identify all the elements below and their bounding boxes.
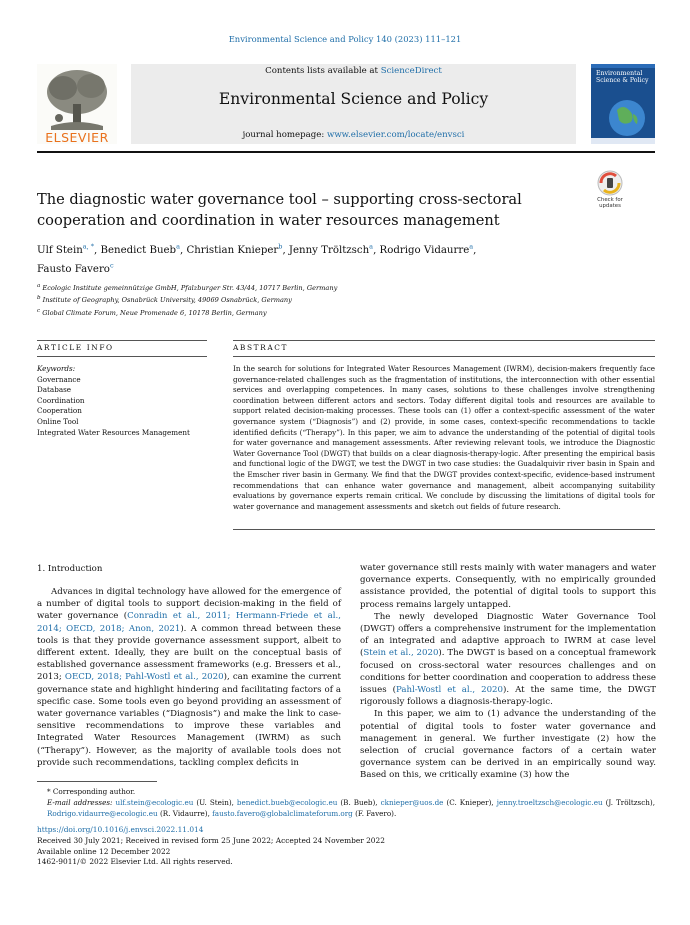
keyword-item: Cooperation: [37, 406, 82, 416]
keyword-item: Integrated Water Resources Management: [37, 427, 190, 437]
email-link[interactable]: jenny.troeltzsch@ecologic.eu: [496, 798, 603, 807]
paragraph: In this paper, we aim to (1) advance the understanding of the potential of digital tools to foster water governance and management in general. We further investigate (2) how the selection of crucial governance factors of a certain water governance system can be derived in an empirically sound way. Based on this, we critically examine (3) how the: [360, 709, 656, 781]
cover-title: Environmental Science & Policy: [596, 70, 649, 84]
abstract-text: In the search for solutions for Integrated Water Resources Management (IWRM), decision-makers frequently face governance-related challenges such as the fragmentation of institutions, the interconnection with other essential services and overlapping competences. In many cases, solutions to these challenges involve strengthening coordination between different actors and sectors. Today different digital tools and resources are available to support related decision-making processes. These tools can (1) offer a context-specific assessment of the water governance system (“Diagnosis”) and (2) provide, in some cases, context-specific recommendations to tackle identified deficits (“Therapy”). In this paper, we aim to advance the understanding of the potential of digital tools for water governance and management assessments. After reviewing relevant tools, we introduce the Diagnostic Water Governance Tool (DWGT) that builds on a clear diagnosis-therapy-logic. After presenting the empirical basis and functional logic of the DWGT, we test the DWGT in two case studies: the Guadalquivir river basin in Spain and the Emscher river basin in Germany. We find that the DWGT provides context-specific, evidence-based instrument recommendations that can enhance water governance and management, albeit accompanying suitability evaluations by governance experts remain critical. We conclude by discussing the limitations of digital tools for water governance and management assessments and sketch out fields of future research.: [233, 364, 655, 511]
body-column-right: [360, 562, 656, 782]
copyright: 1462-9011/© 2022 Elsevier Ltd. All rights reserved.: [37, 857, 233, 867]
article-title: [37, 190, 577, 231]
email-link[interactable]: fausto.favero@globalclimateforum.org: [212, 809, 353, 818]
author-troeltzsch[interactable]: Jenny Tröltzsch$^a$,: [288, 243, 380, 257]
keyword-item: Online Tool: [37, 416, 79, 426]
author-knieper[interactable]: Christian Knieper$^b$,: [186, 243, 289, 257]
section-heading-introduction: 1. Introduction: [37, 564, 103, 574]
keyword-item: Coordination: [37, 395, 85, 405]
badge-line2: updates: [599, 203, 621, 210]
author-stein[interactable]: Ulf Stein$^{a, *}$,: [37, 243, 101, 257]
citation-link[interactable]: Pahl-Wostl et al., 2020: [395, 685, 503, 696]
available-online: Available online 12 December 2022: [37, 846, 171, 856]
body-column-left: [37, 586, 341, 769]
header-rule: [37, 151, 655, 153]
citation-link[interactable]: Conradin et al., 2011; Hermann-Friede et al., 2014; OECD, 2018; Anon, 2021: [37, 611, 341, 634]
elsevier-wordmark: ELSEVIER: [45, 130, 109, 145]
contents-prefix: Contents lists available at: [265, 66, 381, 76]
keywords-label: Keywords:: [37, 364, 76, 373]
affiliation-a: $^a$ Ecologic Institute gemeinnützige GmbH, Pfalzburger Str. 43/44, 10717 Berlin, Germany: [37, 283, 338, 293]
title-line-1: The diagnostic water governance tool – supporting cross-sectoral: [37, 191, 522, 208]
abstract-rule-2: [233, 356, 655, 357]
homepage-line: [131, 130, 576, 140]
article-info-heading: ARTICLE INFO: [37, 343, 114, 352]
homepage-prefix: journal homepage:: [242, 130, 327, 140]
title-line-2: cooperation and coordination in water resources management: [37, 211, 500, 229]
journal-citation-line[interactable]: Environmental Science and Policy 140 (2023) 111–121: [228, 34, 462, 44]
publication-info: [37, 825, 437, 868]
keyword-item: Database: [37, 385, 72, 395]
received-dates: Received 30 July 2021; Received in revised form 25 June 2022; Accepted 24 November 2022: [37, 835, 385, 845]
affiliation-b: $^b$ Institute of Geography, Osnabrück University, 49069 Osnabrück, Germany: [37, 295, 292, 305]
sciencedirect-link[interactable]: ScienceDirect: [380, 66, 442, 76]
email-link[interactable]: ulf.stein@ecologic.eu: [115, 798, 194, 807]
keywords-block: [37, 364, 207, 438]
footnote-rule: [37, 781, 157, 782]
paragraph: The newly developed Diagnostic Water Governance Tool (DWGT) offers a comprehensive instrument for the implementation of an integrated and adaptive approach to IWRM at case level (Stein et al., 2020). The DWGT is based on a conceptual framework focused on cross-sectoral water resources challenges and on conditions for better coordination and cooperation to address these issues (Pahl-Wostl et al., 2020). At the same time, the DWGT rigorously follows a diagnosis-therapy-logic.: [360, 611, 657, 708]
citation-link[interactable]: OECD, 2018; Pahl-Wostl et al., 2020: [64, 672, 224, 683]
footnote: [37, 786, 655, 819]
article-info-rule: [37, 340, 207, 341]
journal-title: Environmental Science and Policy: [218, 90, 489, 108]
journal-cover-thumbnail[interactable]: [591, 64, 655, 144]
contents-line: [131, 66, 576, 76]
email-link[interactable]: cknieper@uos.de: [380, 798, 444, 807]
check-for-updates-label: [583, 197, 637, 209]
abstract-heading: ABSTRACT: [233, 343, 289, 352]
paragraph: water governance still rests mainly with water managers and water governance experts. Consequently, with no empirically grounded assistance provided, the potential of digital tools to support this process remains largely untapped.: [360, 563, 656, 610]
article-info-rule-2: [37, 356, 207, 357]
paragraph: Advances in digital technology have allowed for the emergence of a number of digital tools to support decision-making in the field of water governance (Conradin et al., 2011; Hermann-Friede et al., 2014; OECD, 2018; Anon, 2021). A common thread between these tools is that they provide governance assessment support, albeit to different extent. Ideally, they are built on the conceptual basis of established governance assessment frameworks (e.g. Bressers et al., 2013; OECD, 2018; Pahl-Wostl et al., 2020), can examine the current governance state and highlight hindering and facilitating factors of a specific case. Some tools even go beyond providing an assessment of water governance variables (“Diagnosis”) and make the link to case-sensitive recommendations to improve these variables and Integrated Water Resources Management (IWRM) as such (“Therapy”). However, as the majority of available tools does not provide such recommendations, tackling complex deficits in: [37, 587, 341, 768]
abstract-rule: [233, 340, 655, 341]
abstract-bottom-rule: [233, 529, 655, 530]
email-link[interactable]: benedict.bueb@ecologic.eu: [236, 798, 338, 807]
doi-link[interactable]: https://doi.org/10.1016/j.envsci.2022.11.014: [37, 825, 204, 834]
email-addresses: E-mail addresses: ulf.stein@ecologic.eu (U. Stein), benedict.bueb@ecologic.eu (B. Bueb), cknieper@uos.de (C. Knieper), jenny.troeltzsch@ecologic.eu (J. Tröltzsch), Rodrigo.vidaurre@ecologic.eu (R. Vidaurre), fausto.favero@globalclimateforum.org (F. Favero).: [47, 798, 655, 818]
author-favero[interactable]: Fausto Favero$^c$: [37, 261, 114, 276]
author-list: [37, 240, 597, 277]
keyword-item: Governance: [37, 374, 81, 384]
affiliations: [37, 281, 537, 318]
email-link[interactable]: Rodrigo.vidaurre@ecologic.eu: [47, 809, 158, 818]
citation-link[interactable]: Stein et al., 2020: [363, 648, 439, 659]
affiliation-c: $^c$ Global Climate Forum, Neue Promenade 6, 10178 Berlin, Germany: [37, 307, 267, 317]
corresponding-author-note: * Corresponding author.: [47, 787, 136, 796]
author-vidaurre[interactable]: Rodrigo Vidaurre$^a$,: [379, 243, 477, 257]
badge-line1: Check for: [597, 197, 623, 203]
author-bueb[interactable]: Benedict Bueb$^a$,: [100, 243, 187, 257]
homepage-link[interactable]: www.elsevier.com/locate/envsci: [326, 130, 465, 140]
